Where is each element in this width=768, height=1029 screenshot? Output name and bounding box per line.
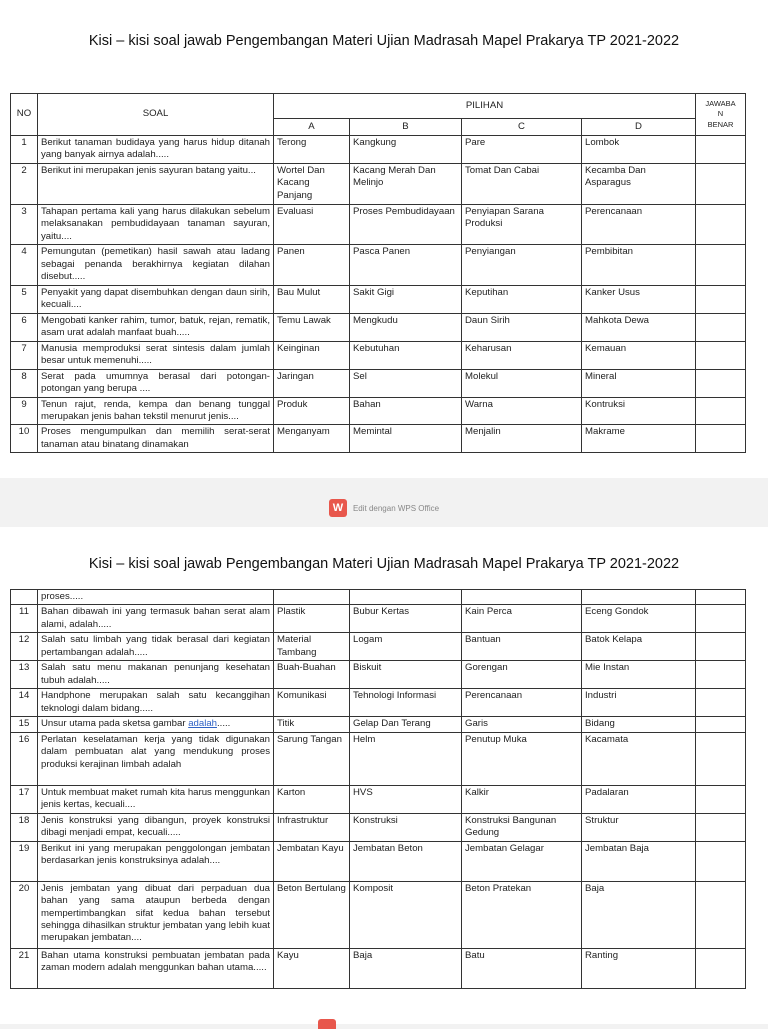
table-row bbox=[11, 425, 746, 453]
cell-option-c: Garis bbox=[462, 717, 582, 732]
cell-option-d: Makrame bbox=[582, 425, 696, 453]
cell-option-a: Bau Mulut bbox=[274, 285, 350, 313]
cell-no: 21 bbox=[11, 948, 38, 988]
cell-no: 7 bbox=[11, 341, 38, 369]
cell-option-c: Warna bbox=[462, 397, 582, 425]
cell-jawaban bbox=[696, 841, 746, 881]
header-jawaban-benar: JAWABA N BENAR bbox=[696, 94, 746, 136]
cell-jawaban bbox=[696, 369, 746, 397]
cell-option-b: Proses Pembudidayaan bbox=[350, 204, 462, 244]
cell-jawaban bbox=[696, 732, 746, 785]
cell-no: 3 bbox=[11, 204, 38, 244]
header-option-b: B bbox=[350, 119, 462, 136]
cell-option-c: Penutup Muka bbox=[462, 732, 582, 785]
cell-option-c: Daun Sirih bbox=[462, 313, 582, 341]
table-row bbox=[11, 785, 746, 813]
table-row bbox=[11, 841, 746, 881]
cell-option-a: Produk bbox=[274, 397, 350, 425]
table-row bbox=[11, 881, 746, 948]
cell-option-c: Konstruksi Bangunan Gedung bbox=[462, 813, 582, 841]
cell-jawaban bbox=[696, 590, 746, 605]
table-row bbox=[11, 369, 746, 397]
cell-option-d: Struktur bbox=[582, 813, 696, 841]
cell-jawaban bbox=[696, 813, 746, 841]
table-row bbox=[11, 313, 746, 341]
table-row bbox=[11, 633, 746, 661]
cell-jawaban bbox=[696, 425, 746, 453]
cell-option-a: Komunikasi bbox=[274, 689, 350, 717]
cell-no: 13 bbox=[11, 661, 38, 689]
cell-option-d: Kacamata bbox=[582, 732, 696, 785]
table-row bbox=[11, 948, 746, 988]
cell-option-d: Batok Kelapa bbox=[582, 633, 696, 661]
cell-option-d: Kecamba Dan Asparagus bbox=[582, 163, 696, 204]
cell-soal: Proses mengumpulkan dan memilih serat-serat tanaman atau binatang dinamakan bbox=[38, 425, 274, 453]
page-title: Kisi – kisi soal jawab Pengembangan Materi Ujian Madrasah Mapel Prakarya TP 2021-2022 bbox=[88, 556, 680, 572]
cell-option-d: Mineral bbox=[582, 369, 696, 397]
wps-logo-icon: W bbox=[329, 499, 347, 517]
cell-option-b: HVS bbox=[350, 785, 462, 813]
cell-no: 17 bbox=[11, 785, 38, 813]
cell-option-d: Baja bbox=[582, 881, 696, 948]
cell-option-b: Bahan bbox=[350, 397, 462, 425]
table-row bbox=[11, 163, 746, 204]
cell-no: 8 bbox=[11, 369, 38, 397]
cell-option-c: Tomat Dan Cabai bbox=[462, 163, 582, 204]
cell-option-a: Plastik bbox=[274, 605, 350, 633]
table-row bbox=[11, 661, 746, 689]
table-row bbox=[11, 136, 746, 164]
cell-soal: Penyakit yang dapat disembuhkan dengan daun sirih, kecuali.... bbox=[38, 285, 274, 313]
cell-option-c: Batu bbox=[462, 948, 582, 988]
cell-jawaban bbox=[696, 397, 746, 425]
cell-option-b: Bubur Kertas bbox=[350, 605, 462, 633]
cell-option-c: Kain Perca bbox=[462, 605, 582, 633]
cell-option-d: Perencanaan bbox=[582, 204, 696, 244]
cell-no: 6 bbox=[11, 313, 38, 341]
cell-no: 1 bbox=[11, 136, 38, 164]
cell-no: 12 bbox=[11, 633, 38, 661]
table-row bbox=[11, 717, 746, 732]
cell-no: 11 bbox=[11, 605, 38, 633]
cell-option-c: Molekul bbox=[462, 369, 582, 397]
cell-soal: Perlatan keselataman kerja yang tidak digunakan dalam pembuatan alat yang mendukung proses produksi kerajinan limbah adalah bbox=[38, 732, 274, 785]
header-option-d: D bbox=[582, 119, 696, 136]
cell-no: 5 bbox=[11, 285, 38, 313]
cell-option-b: Jembatan Beton bbox=[350, 841, 462, 881]
cell-option-c: Perencanaan bbox=[462, 689, 582, 717]
cell-option-a: Buah-Buahan bbox=[274, 661, 350, 689]
table-row bbox=[11, 732, 746, 785]
question-table bbox=[10, 93, 746, 453]
cell-option-c: Penyiangan bbox=[462, 245, 582, 285]
cell-option-b: Helm bbox=[350, 732, 462, 785]
cell-option-d: Pembibitan bbox=[582, 245, 696, 285]
cell-soal: Berikut ini merupakan jenis sayuran batang yaitu... bbox=[38, 163, 274, 204]
cell-option-d bbox=[582, 590, 696, 605]
cell-no: 18 bbox=[11, 813, 38, 841]
cell-option-b: Kacang Merah Dan Melinjo bbox=[350, 163, 462, 204]
cell-jawaban bbox=[696, 245, 746, 285]
cell-soal: Serat pada umumnya berasal dari potongan-potongan yang berupa .... bbox=[38, 369, 274, 397]
cell-jawaban bbox=[696, 136, 746, 164]
table-row bbox=[11, 689, 746, 717]
cell-soal bbox=[38, 717, 274, 732]
cell-jawaban bbox=[696, 313, 746, 341]
cell-option-b: Kangkung bbox=[350, 136, 462, 164]
table-row bbox=[11, 605, 746, 633]
cell-option-b: Pasca Panen bbox=[350, 245, 462, 285]
cell-jawaban bbox=[696, 661, 746, 689]
table-row bbox=[11, 397, 746, 425]
cell-option-a: Panen bbox=[274, 245, 350, 285]
table-row bbox=[11, 204, 746, 244]
cell-option-d: Mahkota Dewa bbox=[582, 313, 696, 341]
hyperlink[interactable]: adalah bbox=[188, 718, 217, 730]
cell-option-a: Sarung Tangan bbox=[274, 732, 350, 785]
cell-option-a: Titik bbox=[274, 717, 350, 732]
cell-option-c: Keputihan bbox=[462, 285, 582, 313]
cell-option-d: Mie Instan bbox=[582, 661, 696, 689]
cell-option-b: Sel bbox=[350, 369, 462, 397]
cell-jawaban bbox=[696, 948, 746, 988]
cell-option-c: Penyiapan Sarana Produksi bbox=[462, 204, 582, 244]
cell-option-d: Kontruksi bbox=[582, 397, 696, 425]
cell-option-b: Mengkudu bbox=[350, 313, 462, 341]
document-page-1 bbox=[0, 0, 768, 478]
cell-option-a: Infrastruktur bbox=[274, 813, 350, 841]
cell-soal: Tahapan pertama kali yang harus dilakukan sebelum melaksanakan pembudidayaan tanaman sayuran, yaitu.... bbox=[38, 204, 274, 244]
cell-option-a: Evaluasi bbox=[274, 204, 350, 244]
cell-option-a: Material Tambang bbox=[274, 633, 350, 661]
cell-option-a: Terong bbox=[274, 136, 350, 164]
cell-jawaban bbox=[696, 785, 746, 813]
cell-jawaban bbox=[696, 633, 746, 661]
cell-soal: Mengobati kanker rahim, tumor, batuk, rejan, rematik, asam urat adalah manfaat buah..... bbox=[38, 313, 274, 341]
cell-option-d: Ranting bbox=[582, 948, 696, 988]
cell-soal: Untuk membuat maket rumah kita harus menggunkan jenis kertas, kecuali.... bbox=[38, 785, 274, 813]
cell-soal: Bahan dibawah ini yang termasuk bahan serat alam alami, adalah..... bbox=[38, 605, 274, 633]
document-page-2 bbox=[0, 527, 768, 1024]
cell-option-a: Keinginan bbox=[274, 341, 350, 369]
header-pilihan: PILIHAN bbox=[274, 94, 696, 119]
cell-option-a: Karton bbox=[274, 785, 350, 813]
wps-logo-icon bbox=[318, 1019, 336, 1029]
cell-option-b: Logam bbox=[350, 633, 462, 661]
soal-text: Unsur utama pada sketsa gambar bbox=[41, 718, 189, 730]
cell-no: 9 bbox=[11, 397, 38, 425]
cell-option-a: Jembatan Kayu bbox=[274, 841, 350, 881]
cell-no bbox=[11, 590, 38, 605]
table-body bbox=[11, 136, 746, 453]
wps-watermark bbox=[0, 498, 768, 518]
cell-option-b: Biskuit bbox=[350, 661, 462, 689]
soal-text: ..... bbox=[217, 718, 231, 730]
cell-jawaban bbox=[696, 689, 746, 717]
cell-option-b: Sakit Gigi bbox=[350, 285, 462, 313]
cell-option-a: Wortel Dan Kacang Panjang bbox=[274, 163, 350, 204]
cell-option-b: Kebutuhan bbox=[350, 341, 462, 369]
cell-option-d: Lombok bbox=[582, 136, 696, 164]
cell-option-c: Pare bbox=[462, 136, 582, 164]
cell-soal: Berikut tanaman budidaya yang harus hidup ditanah yang banyak airnya adalah..... bbox=[38, 136, 274, 164]
cell-no: 19 bbox=[11, 841, 38, 881]
cell-jawaban bbox=[696, 163, 746, 204]
cell-no: 16 bbox=[11, 732, 38, 785]
cell-soal: Jenis jembatan yang dibuat dari perpaduan dua bahan yang sama ataupun berbeda dengan mempertimbangkan sifat kedua bahan tersebut sehingga dihasilkan struktur jembatan yang lebih kuat merupakan jembatan.... bbox=[38, 881, 274, 948]
cell-no: 15 bbox=[11, 717, 38, 732]
cell-no: 4 bbox=[11, 245, 38, 285]
cell-no: 14 bbox=[11, 689, 38, 717]
cell-option-c: Beton Pratekan bbox=[462, 881, 582, 948]
cell-option-d: Kanker Usus bbox=[582, 285, 696, 313]
cell-option-c: Gorengan bbox=[462, 661, 582, 689]
cell-option-a: Temu Lawak bbox=[274, 313, 350, 341]
cell-option-a: Kayu bbox=[274, 948, 350, 988]
header-option-c: C bbox=[462, 119, 582, 136]
cell-option-a bbox=[274, 590, 350, 605]
table-row bbox=[11, 285, 746, 313]
cell-option-d: Bidang bbox=[582, 717, 696, 732]
cell-soal: proses..... bbox=[38, 590, 274, 605]
header-no: NO bbox=[11, 94, 38, 136]
cell-option-b: Konstruksi bbox=[350, 813, 462, 841]
cell-option-c bbox=[462, 590, 582, 605]
cell-option-a: Beton Bertulang bbox=[274, 881, 350, 948]
cell-soal: Tenun rajut, renda, kempa dan benang tunggal merupakan jenis bahan tekstil menurut jenis.... bbox=[38, 397, 274, 425]
cell-option-c: Menjalin bbox=[462, 425, 582, 453]
cell-option-d: Kemauan bbox=[582, 341, 696, 369]
cell-soal: Salah satu limbah yang tidak berasal dari kegiatan pertambangan adalah..... bbox=[38, 633, 274, 661]
cell-option-b: Gelap Dan Terang bbox=[350, 717, 462, 732]
question-table bbox=[10, 589, 746, 989]
table-row bbox=[11, 590, 746, 605]
cell-no: 20 bbox=[11, 881, 38, 948]
table-row bbox=[11, 341, 746, 369]
cell-jawaban bbox=[696, 341, 746, 369]
table-row bbox=[11, 813, 746, 841]
cell-soal: Jenis konstruksi yang dibangun, proyek konstruksi dibagi menjadi empat, kecuali..... bbox=[38, 813, 274, 841]
cell-option-c: Jembatan Gelagar bbox=[462, 841, 582, 881]
cell-option-d: Industri bbox=[582, 689, 696, 717]
cell-jawaban bbox=[696, 285, 746, 313]
cell-option-b: Baja bbox=[350, 948, 462, 988]
cell-option-b: Komposit bbox=[350, 881, 462, 948]
cell-no: 2 bbox=[11, 163, 38, 204]
cell-jawaban bbox=[696, 605, 746, 633]
cell-soal: Salah satu menu makanan penunjang kesehatan tubuh adalah..... bbox=[38, 661, 274, 689]
cell-option-c: Bantuan bbox=[462, 633, 582, 661]
table-row bbox=[11, 245, 746, 285]
cell-option-b: Memintal bbox=[350, 425, 462, 453]
cell-option-d: Padalaran bbox=[582, 785, 696, 813]
cell-option-c: Kalkir bbox=[462, 785, 582, 813]
cell-soal: Bahan utama konstruksi pembuatan jembatan pada zaman modern adalah menggunkan bahan utama..... bbox=[38, 948, 274, 988]
cell-option-a: Menganyam bbox=[274, 425, 350, 453]
cell-soal: Handphone merupakan salah satu kecanggihan teknologi dalam bidang..... bbox=[38, 689, 274, 717]
cell-jawaban bbox=[696, 881, 746, 948]
cell-jawaban bbox=[696, 204, 746, 244]
cell-soal: Berikut ini yang merupakan penggolongan jembatan berdasarkan jenis konstruksinya adalah.... bbox=[38, 841, 274, 881]
cell-jawaban bbox=[696, 717, 746, 732]
cell-option-d: Eceng Gondok bbox=[582, 605, 696, 633]
cell-option-b: Tehnologi Informasi bbox=[350, 689, 462, 717]
header-soal: SOAL bbox=[38, 94, 274, 136]
cell-soal: Manusia memproduksi serat sintesis dalam jumlah besar untuk memenuhi..... bbox=[38, 341, 274, 369]
page-title: Kisi – kisi soal jawab Pengembangan Materi Ujian Madrasah Mapel Prakarya TP 2021-2022 bbox=[88, 33, 680, 49]
cell-option-c: Keharusan bbox=[462, 341, 582, 369]
cell-soal: Pemungutan (pemetikan) hasil sawah atau ladang sebagai penanda berakhirnya kegiatan dilahan disebut..... bbox=[38, 245, 274, 285]
cell-option-b bbox=[350, 590, 462, 605]
table-body bbox=[11, 590, 746, 989]
header-option-a: A bbox=[274, 119, 350, 136]
cell-option-d: Jembatan Baja bbox=[582, 841, 696, 881]
wps-watermark-text: Edit dengan WPS Office bbox=[352, 503, 440, 513]
cell-no: 10 bbox=[11, 425, 38, 453]
cell-option-a: Jaringan bbox=[274, 369, 350, 397]
